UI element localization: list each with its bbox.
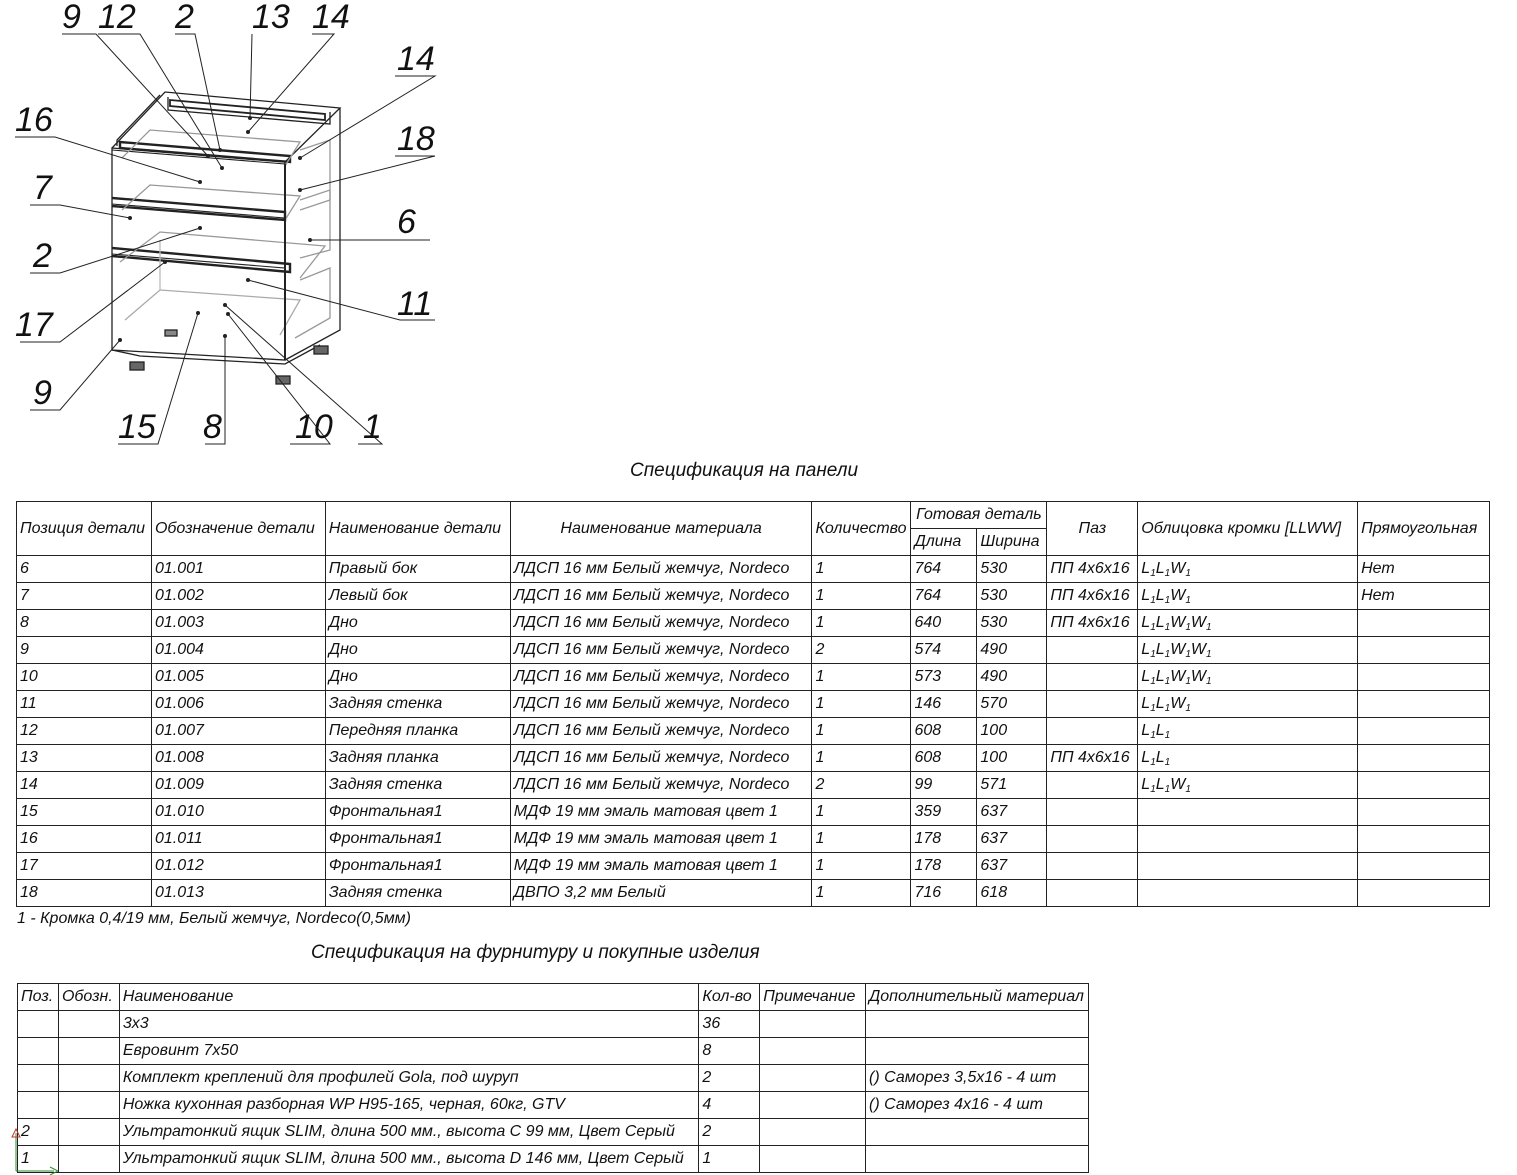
table-row	[17, 556, 1490, 583]
hw-cell-extra	[866, 1119, 1089, 1146]
cell-part-name: Передняя планка	[325, 718, 510, 745]
cell-edging	[1138, 745, 1358, 772]
cell-designation: 01.003	[151, 610, 325, 637]
cell-groove	[1047, 826, 1138, 853]
edge-letter: L	[1141, 613, 1151, 631]
edge-letter: W	[1190, 667, 1207, 685]
table-row	[17, 664, 1490, 691]
edge-subscript: 1	[1150, 702, 1156, 714]
edge-subscript: 1	[1164, 729, 1171, 741]
edge-letter: L	[1155, 775, 1165, 793]
hw-cell-extra: () Саморез 3,5х16 - 4 шт	[866, 1065, 1089, 1092]
col-header-width: Ширина	[977, 529, 1047, 556]
cell-part-name: Задняя стенка	[325, 772, 510, 799]
cell-part-name: Дно	[325, 664, 510, 691]
cell-width: 100	[977, 745, 1047, 772]
hw-cell-code	[58, 1146, 119, 1173]
edge-letter: W	[1170, 640, 1186, 658]
cell-length: 716	[911, 880, 977, 907]
cell-part-name: Задняя стенка	[325, 880, 510, 907]
cell-groove: ПП 4х6х16	[1047, 556, 1138, 583]
hw-cell-qty: 4	[699, 1092, 760, 1119]
cell-quantity: 1	[812, 745, 911, 772]
hw-cell-name: Ножка кухонная разборная WP H95-165, черная, 60кг, GTV	[119, 1092, 699, 1119]
cell-length: 640	[911, 610, 977, 637]
callout-label: 2	[33, 237, 52, 275]
cell-rectangular	[1358, 718, 1490, 745]
hw-cell-name: 3x3	[119, 1011, 699, 1038]
hw-cell-pos	[18, 1065, 59, 1092]
edge-subscript: 1	[1150, 648, 1156, 660]
cell-rectangular: Нет	[1358, 583, 1490, 610]
callout-label: 18	[397, 120, 435, 158]
edge-letter: L	[1155, 586, 1165, 604]
cell-material: МДФ 19 мм эмаль матовая цвет 1	[510, 799, 812, 826]
hw-cell-name: Ультратонкий ящик SLIM, длина 500 мм., высота D 146 мм, Цвет Серый	[119, 1146, 699, 1173]
cell-edging	[1138, 880, 1358, 907]
cell-position: 8	[17, 610, 152, 637]
cell-edging	[1138, 853, 1358, 880]
edge-letter: L	[1155, 721, 1165, 739]
cell-length: 764	[911, 583, 977, 610]
callout-label: 15	[118, 408, 156, 446]
col-header-position: Позиция детали	[17, 502, 152, 556]
hw-cell-remark	[760, 1092, 866, 1119]
cell-quantity: 2	[812, 637, 911, 664]
cell-width: 637	[977, 853, 1047, 880]
cell-quantity: 1	[812, 610, 911, 637]
edge-letter: W	[1170, 613, 1186, 631]
cell-groove: ПП 4х6х16	[1047, 610, 1138, 637]
cell-position: 9	[17, 637, 152, 664]
cell-edging	[1138, 691, 1358, 718]
cabinet-assembly-drawing	[0, 0, 470, 460]
cell-rectangular	[1358, 853, 1490, 880]
hw-col-header-remark: Примечание	[760, 984, 866, 1011]
cell-position: 11	[17, 691, 152, 718]
callout-label: 16	[15, 101, 53, 139]
col-header-finished: Готовая деталь	[911, 502, 1047, 529]
hw-col-header-pos: Поз.	[18, 984, 59, 1011]
cell-width: 530	[977, 583, 1047, 610]
cell-edging	[1138, 556, 1358, 583]
callout-label: 13	[252, 0, 290, 36]
cell-rectangular	[1358, 637, 1490, 664]
cell-material: ЛДСП 16 мм Белый жемчуг, Nordeco	[510, 718, 812, 745]
callout-label: 10	[295, 408, 333, 446]
edge-subscript: 1	[1150, 783, 1156, 795]
cell-material: ЛДСП 16 мм Белый жемчуг, Nordeco	[510, 691, 812, 718]
panel-spec-body	[17, 556, 1490, 907]
cell-edging	[1138, 718, 1358, 745]
cell-quantity: 1	[812, 880, 911, 907]
cell-quantity: 1	[812, 799, 911, 826]
cell-edging	[1138, 637, 1358, 664]
cell-width: 490	[977, 664, 1047, 691]
edge-letter: W	[1170, 667, 1186, 685]
edge-subscript: 1	[1164, 567, 1171, 579]
edge-subscript: 1	[1164, 756, 1171, 768]
cell-material: ЛДСП 16 мм Белый жемчуг, Nordeco	[510, 745, 812, 772]
cell-part-name: Фронтальная1	[325, 853, 510, 880]
hw-cell-qty: 2	[699, 1119, 760, 1146]
edge-letter: L	[1141, 721, 1151, 739]
edge-subscript: 1	[1206, 648, 1212, 660]
edge-letter: L	[1141, 586, 1151, 604]
hw-col-header-extra: Дополнительный материал	[866, 984, 1089, 1011]
cell-designation: 01.007	[151, 718, 325, 745]
panel-spec-table	[16, 501, 1490, 907]
cell-groove: ПП 4х6х16	[1047, 745, 1138, 772]
cell-position: 7	[17, 583, 152, 610]
hw-col-header-name: Наименование	[119, 984, 699, 1011]
hw-cell-pos	[18, 1011, 59, 1038]
table-row	[18, 1092, 1089, 1119]
cell-rectangular	[1358, 745, 1490, 772]
hw-cell-code	[58, 1092, 119, 1119]
callout-label: 6	[397, 203, 416, 241]
hw-cell-pos: 1	[18, 1146, 59, 1173]
cell-rectangular	[1358, 880, 1490, 907]
cell-quantity: 1	[812, 583, 911, 610]
hw-col-header-code: Обозн.	[58, 984, 119, 1011]
cell-part-name: Дно	[325, 637, 510, 664]
cell-rectangular: Нет	[1358, 556, 1490, 583]
table-row	[18, 1065, 1089, 1092]
table-row	[17, 853, 1490, 880]
cell-width: 490	[977, 637, 1047, 664]
table-row	[17, 583, 1490, 610]
cell-part-name: Дно	[325, 610, 510, 637]
edge-letter: L	[1141, 559, 1151, 577]
cell-quantity: 1	[812, 826, 911, 853]
edge-letter: L	[1155, 640, 1165, 658]
cell-length: 178	[911, 826, 977, 853]
hw-cell-remark	[760, 1038, 866, 1065]
callout-label: 8	[203, 408, 222, 446]
cell-position: 6	[17, 556, 152, 583]
edge-letter: W	[1170, 586, 1186, 604]
table-row	[17, 826, 1490, 853]
cell-groove	[1047, 853, 1138, 880]
cell-length: 608	[911, 745, 977, 772]
hw-cell-name: Евровинт 7х50	[119, 1038, 699, 1065]
table-row	[17, 772, 1490, 799]
cell-part-name: Задняя планка	[325, 745, 510, 772]
hw-cell-pos	[18, 1038, 59, 1065]
cell-length: 146	[911, 691, 977, 718]
cell-quantity: 1	[812, 718, 911, 745]
hardware-spec-table	[17, 983, 1089, 1173]
hardware-spec-body	[18, 1011, 1089, 1173]
edge-subscript: 1	[1164, 675, 1171, 687]
edge-subscript: 1	[1164, 783, 1171, 795]
cell-groove	[1047, 718, 1138, 745]
cell-width: 530	[977, 556, 1047, 583]
edge-letter: L	[1141, 694, 1151, 712]
edge-subscript: 1	[1185, 702, 1191, 714]
edge-subscript: 1	[1150, 594, 1156, 606]
cell-designation: 01.012	[151, 853, 325, 880]
table-row	[17, 637, 1490, 664]
cell-length: 573	[911, 664, 977, 691]
cell-rectangular	[1358, 664, 1490, 691]
edge-subscript: 1	[1185, 594, 1191, 606]
cell-part-name: Левый бок	[325, 583, 510, 610]
cell-position: 18	[17, 880, 152, 907]
cell-part-name: Правый бок	[325, 556, 510, 583]
edge-letter: L	[1141, 748, 1151, 766]
cell-position: 17	[17, 853, 152, 880]
cell-edging	[1138, 583, 1358, 610]
edge-letter: W	[1170, 694, 1186, 712]
cell-groove	[1047, 772, 1138, 799]
edge-subscript: 1	[1185, 567, 1191, 579]
hw-cell-qty: 36	[699, 1011, 760, 1038]
cell-designation: 01.009	[151, 772, 325, 799]
edge-subscript: 1	[1150, 675, 1156, 687]
cell-position: 16	[17, 826, 152, 853]
table-row	[18, 1146, 1089, 1173]
ucs-axis-icon	[8, 1125, 58, 1175]
table-row	[17, 799, 1490, 826]
edge-subscript: 1	[1185, 675, 1191, 687]
col-header-edging: Облицовка кромки [LLWW]	[1138, 502, 1358, 556]
hw-cell-code	[58, 1038, 119, 1065]
hw-cell-extra	[866, 1146, 1089, 1173]
cell-position: 10	[17, 664, 152, 691]
cell-groove	[1047, 799, 1138, 826]
cell-width: 618	[977, 880, 1047, 907]
hw-cell-extra: () Саморез 4х16 - 4 шт	[866, 1092, 1089, 1119]
edge-subscript: 1	[1185, 648, 1191, 660]
col-header-quantity: Количество	[812, 502, 911, 556]
edge-subscript: 1	[1150, 756, 1156, 768]
hw-cell-qty: 8	[699, 1038, 760, 1065]
edge-letter: W	[1190, 640, 1207, 658]
cell-length: 99	[911, 772, 977, 799]
cell-designation: 01.013	[151, 880, 325, 907]
hw-cell-remark	[760, 1146, 866, 1173]
cell-material: ЛДСП 16 мм Белый жемчуг, Nordeco	[510, 556, 812, 583]
hardware-spec-title: Спецификация на фурнитуру и покупные изделия	[311, 942, 760, 963]
cell-edging	[1138, 799, 1358, 826]
cell-rectangular	[1358, 799, 1490, 826]
cell-position: 14	[17, 772, 152, 799]
hw-cell-code	[58, 1119, 119, 1146]
cell-designation: 01.004	[151, 637, 325, 664]
cell-width: 637	[977, 826, 1047, 853]
hw-cell-extra	[866, 1038, 1089, 1065]
hw-cell-name: Ультратонкий ящик SLIM, длина 500 мм., высота C 99 мм, Цвет Серый	[119, 1119, 699, 1146]
hw-cell-code	[58, 1011, 119, 1038]
hw-cell-remark	[760, 1119, 866, 1146]
edge-letter: L	[1155, 613, 1165, 631]
cell-length: 608	[911, 718, 977, 745]
cell-quantity: 1	[812, 556, 911, 583]
hw-cell-qty: 2	[699, 1065, 760, 1092]
cell-length: 359	[911, 799, 977, 826]
cell-designation: 01.005	[151, 664, 325, 691]
cell-material: ЛДСП 16 мм Белый жемчуг, Nordeco	[510, 583, 812, 610]
cell-designation: 01.010	[151, 799, 325, 826]
hw-col-header-qty: Кол-во	[699, 984, 760, 1011]
callout-label: 17	[15, 306, 53, 344]
col-header-length: Длина	[911, 529, 977, 556]
cell-edging	[1138, 610, 1358, 637]
hw-cell-remark	[760, 1011, 866, 1038]
cell-part-name: Фронтальная1	[325, 799, 510, 826]
cell-groove	[1047, 880, 1138, 907]
cell-material: ЛДСП 16 мм Белый жемчуг, Nordeco	[510, 637, 812, 664]
hw-cell-qty: 1	[699, 1146, 760, 1173]
cell-designation: 01.011	[151, 826, 325, 853]
cell-quantity: 1	[812, 691, 911, 718]
table-row	[17, 745, 1490, 772]
cell-width: 571	[977, 772, 1047, 799]
edge-subscript: 1	[1164, 702, 1171, 714]
col-header-material: Наименование материала	[510, 502, 812, 556]
cell-designation: 01.008	[151, 745, 325, 772]
hw-cell-name: Комплект креплений для профилей Gola, под шуруп	[119, 1065, 699, 1092]
cell-width: 100	[977, 718, 1047, 745]
cell-rectangular	[1358, 610, 1490, 637]
cell-rectangular	[1358, 772, 1490, 799]
cell-length: 178	[911, 853, 977, 880]
cell-material: МДФ 19 мм эмаль матовая цвет 1	[510, 853, 812, 880]
edge-subscript: 1	[1185, 783, 1191, 795]
cell-edging	[1138, 772, 1358, 799]
edge-subscript: 1	[1164, 594, 1171, 606]
callout-label: 11	[397, 285, 433, 323]
table-row	[18, 1038, 1089, 1065]
edge-subscript: 1	[1164, 648, 1171, 660]
cell-part-name: Задняя стенка	[325, 691, 510, 718]
edge-letter: W	[1170, 775, 1186, 793]
cell-edging	[1138, 826, 1358, 853]
edge-letter: W	[1190, 613, 1207, 631]
hw-cell-remark	[760, 1065, 866, 1092]
cell-width: 570	[977, 691, 1047, 718]
cell-groove	[1047, 691, 1138, 718]
cell-groove: ПП 4х6х16	[1047, 583, 1138, 610]
cell-position: 13	[17, 745, 152, 772]
edge-letter: L	[1155, 559, 1165, 577]
callout-label: 1	[363, 408, 382, 446]
edge-subscript: 1	[1206, 675, 1212, 687]
callout-label: 14	[312, 0, 350, 36]
callout-label: 7	[33, 169, 52, 207]
callout-label: 14	[397, 40, 435, 78]
edge-letter: L	[1155, 667, 1165, 685]
table-row	[18, 1011, 1089, 1038]
cell-rectangular	[1358, 826, 1490, 853]
cell-position: 15	[17, 799, 152, 826]
cell-material: ДВПО 3,2 мм Белый	[510, 880, 812, 907]
edge-letter: L	[1155, 748, 1165, 766]
edge-letter: W	[1170, 559, 1186, 577]
cell-material: ЛДСП 16 мм Белый жемчуг, Nordeco	[510, 772, 812, 799]
cell-designation: 01.002	[151, 583, 325, 610]
callout-label: 9	[62, 0, 81, 36]
edge-letter: L	[1141, 775, 1151, 793]
cell-groove	[1047, 664, 1138, 691]
cell-length: 764	[911, 556, 977, 583]
edge-letter: L	[1141, 667, 1151, 685]
edge-subscript: 1	[1150, 729, 1156, 741]
cell-material: МДФ 19 мм эмаль матовая цвет 1	[510, 826, 812, 853]
edge-subscript: 1	[1150, 567, 1156, 579]
cell-designation: 01.006	[151, 691, 325, 718]
col-header-designation: Обозначение детали	[151, 502, 325, 556]
cell-position: 12	[17, 718, 152, 745]
cell-width: 637	[977, 799, 1047, 826]
edge-subscript: 1	[1185, 621, 1191, 633]
table-row	[17, 691, 1490, 718]
edge-subscript: 1	[1206, 621, 1212, 633]
col-header-name: Наименование детали	[325, 502, 510, 556]
cell-quantity: 2	[812, 772, 911, 799]
edge-subscript: 1	[1150, 621, 1156, 633]
cell-groove	[1047, 637, 1138, 664]
hw-cell-pos: 2	[18, 1119, 59, 1146]
col-header-groove: Паз	[1047, 502, 1138, 556]
hw-cell-pos	[18, 1092, 59, 1119]
callout-label: 12	[98, 0, 136, 36]
table-row	[17, 718, 1490, 745]
cell-rectangular	[1358, 691, 1490, 718]
hw-cell-extra	[866, 1011, 1089, 1038]
cell-material: ЛДСП 16 мм Белый жемчуг, Nordeco	[510, 610, 812, 637]
cell-quantity: 1	[812, 853, 911, 880]
edge-subscript: 1	[1164, 621, 1171, 633]
cell-designation: 01.001	[151, 556, 325, 583]
cell-length: 574	[911, 637, 977, 664]
cell-edging	[1138, 664, 1358, 691]
edging-footnote: 1 - Кромка 0,4/19 мм, Белый жемчуг, Nordeco(0,5мм)	[17, 910, 411, 927]
table-row	[18, 1119, 1089, 1146]
cell-part-name: Фронтальная1	[325, 826, 510, 853]
callout-label: 9	[33, 374, 52, 412]
panel-spec-title: Спецификация на панели	[630, 460, 859, 481]
table-row	[17, 880, 1490, 907]
table-row	[17, 610, 1490, 637]
edge-letter: L	[1155, 694, 1165, 712]
edge-letter: L	[1141, 640, 1151, 658]
cell-material: ЛДСП 16 мм Белый жемчуг, Nordeco	[510, 664, 812, 691]
hw-cell-code	[58, 1065, 119, 1092]
col-header-rectangular: Прямоугольная	[1358, 502, 1490, 556]
cell-width: 530	[977, 610, 1047, 637]
cell-quantity: 1	[812, 664, 911, 691]
callout-label: 2	[175, 0, 194, 36]
